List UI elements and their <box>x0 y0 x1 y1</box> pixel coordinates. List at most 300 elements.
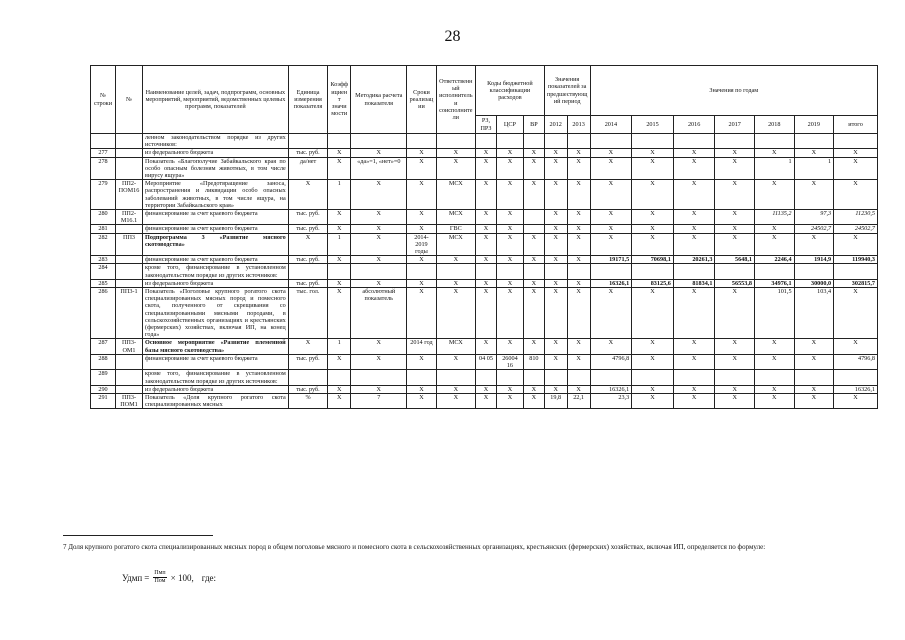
row-terms: X <box>407 279 436 287</box>
row-name: финансирование за счет краевого бюджета <box>143 354 289 369</box>
row-terms: X <box>407 180 436 210</box>
row-name: финансирование за счет краевого бюджета <box>143 256 289 264</box>
row-2013: X <box>567 180 590 210</box>
row-total: X <box>834 393 878 408</box>
row-2015 <box>632 264 674 279</box>
row-responsible: МСХ <box>436 180 476 210</box>
footnote: 7 Доля крупного рогатого скота специализированных мясных пород в общем поголовье мясного и помесного скота в сельскохозяйственных организациях, крестьянских (фермерских) хозяйствах, включая ИП, определяется по формуле: <box>63 543 766 551</box>
row-2019: X <box>794 149 834 157</box>
row-number <box>91 134 116 149</box>
row-2014: X <box>590 157 632 180</box>
row-coef: X <box>328 385 351 393</box>
row-rz: X <box>476 288 497 339</box>
row-2019: X <box>794 339 834 354</box>
row-csr: X <box>496 339 523 354</box>
row-rz: 04 05 <box>476 354 497 369</box>
row-2012 <box>544 264 567 279</box>
row-vr <box>523 225 544 233</box>
row-code: ПП3-1 <box>115 288 142 339</box>
row-2016: X <box>673 157 715 180</box>
row-responsible <box>436 370 476 385</box>
row-unit: тыс. руб. <box>288 225 328 233</box>
row-2018: X <box>754 149 794 157</box>
row-2012: X <box>544 157 567 180</box>
row-2014: 23,3 <box>590 393 632 408</box>
row-2013: X <box>567 210 590 225</box>
row-2012: X <box>544 339 567 354</box>
row-coef: X <box>328 225 351 233</box>
row-number: 285 <box>91 279 116 287</box>
footnote-divider <box>63 535 213 536</box>
row-2017: X <box>715 339 755 354</box>
row-coef <box>328 264 351 279</box>
row-method: X <box>351 180 407 210</box>
row-number: 288 <box>91 354 116 369</box>
row-2012: X <box>544 288 567 339</box>
header-csr: ЦСР <box>496 116 523 134</box>
row-csr: X <box>496 225 523 233</box>
row-2017 <box>715 134 755 149</box>
row-terms: 2014 год <box>407 339 436 354</box>
row-number: 290 <box>91 385 116 393</box>
row-vr: X <box>523 288 544 339</box>
row-2013: 22,1 <box>567 393 590 408</box>
row-method: X <box>351 149 407 157</box>
row-total: X <box>834 233 878 256</box>
row-method: абсолютный показатель <box>351 288 407 339</box>
row-2014: X <box>590 180 632 210</box>
row-2014: 16326,1 <box>590 279 632 287</box>
row-2017: 56553,8 <box>715 279 755 287</box>
row-2016 <box>673 134 715 149</box>
row-2014: X <box>590 225 632 233</box>
row-csr: X <box>496 149 523 157</box>
header-2012: 2012 <box>544 116 567 134</box>
row-method: X <box>351 233 407 256</box>
row-2017: X <box>715 225 755 233</box>
row-2018: 34976,1 <box>754 279 794 287</box>
row-code <box>115 225 142 233</box>
row-total <box>834 370 878 385</box>
row-method: X <box>351 225 407 233</box>
row-2016: 81834,1 <box>673 279 715 287</box>
row-terms: X <box>407 149 436 157</box>
row-terms: X <box>407 157 436 180</box>
row-2014 <box>590 370 632 385</box>
row-2012 <box>544 134 567 149</box>
row-csr: X <box>496 288 523 339</box>
row-terms: 2014-2019 годы <box>407 233 436 256</box>
row-responsible: X <box>436 279 476 287</box>
row-2016: X <box>673 225 715 233</box>
header-2015: 2015 <box>632 116 674 134</box>
row-number: 282 <box>91 233 116 256</box>
row-2015: X <box>632 385 674 393</box>
row-unit: тыс. руб. <box>288 279 328 287</box>
formula-fraction <box>153 570 166 585</box>
row-name: из федерального бюджета <box>143 279 289 287</box>
row-2018: X <box>754 233 794 256</box>
row-2016: X <box>673 149 715 157</box>
formula-eq: = <box>144 572 150 583</box>
row-vr: X <box>523 233 544 256</box>
row-number: 277 <box>91 149 116 157</box>
row-unit: тыс. руб. <box>288 149 328 157</box>
row-2018: 1 <box>754 157 794 180</box>
row-method: X <box>351 354 407 369</box>
row-total: X <box>834 180 878 210</box>
row-responsible: МСХ <box>436 210 476 225</box>
row-2018: 11135,2 <box>754 210 794 225</box>
row-2019: X <box>794 393 834 408</box>
row-csr: X <box>496 385 523 393</box>
header-2018: 2018 <box>754 116 794 134</box>
row-responsible: МСХ <box>436 233 476 256</box>
row-code <box>115 157 142 180</box>
row-unit <box>288 264 328 279</box>
row-number: 284 <box>91 264 116 279</box>
row-total: 4796,8 <box>834 354 878 369</box>
row-code: ПП3-ОМ1 <box>115 339 142 354</box>
row-csr: X <box>496 393 523 408</box>
row-2018: X <box>754 354 794 369</box>
row-csr: X <box>496 157 523 180</box>
row-csr: X <box>496 233 523 256</box>
row-2016 <box>673 370 715 385</box>
header-2016: 2016 <box>673 116 715 134</box>
formula <box>122 570 216 585</box>
row-number: 286 <box>91 288 116 339</box>
row-coef: X <box>328 288 351 339</box>
row-code: ПП3 <box>115 233 142 256</box>
row-2015: X <box>632 393 674 408</box>
row-2016: X <box>673 233 715 256</box>
row-method: X <box>351 256 407 264</box>
row-vr <box>523 134 544 149</box>
row-unit: X <box>288 180 328 210</box>
row-name: кроме того, финансирование в установленном законодательством порядке из других источников: <box>143 264 289 279</box>
row-rz: X <box>476 149 497 157</box>
table-row <box>91 233 878 256</box>
row-method: X <box>351 385 407 393</box>
row-2017: X <box>715 157 755 180</box>
row-2018: X <box>754 180 794 210</box>
header-coef: Коэффициент значимости <box>328 66 351 134</box>
row-code: ПП2-ПОМ16 <box>115 180 142 210</box>
row-vr: X <box>523 149 544 157</box>
row-2016: X <box>673 393 715 408</box>
table-row <box>91 225 878 233</box>
row-number: 287 <box>91 339 116 354</box>
row-unit: тыс. гол. <box>288 288 328 339</box>
row-2012: X <box>544 256 567 264</box>
row-responsible: X <box>436 385 476 393</box>
row-csr: X <box>496 180 523 210</box>
row-method: X <box>351 210 407 225</box>
row-unit: % <box>288 393 328 408</box>
row-number: 281 <box>91 225 116 233</box>
table-row <box>91 256 878 264</box>
row-2016: X <box>673 210 715 225</box>
row-2015: X <box>632 233 674 256</box>
header-method: Методика расчета показателя <box>351 66 407 134</box>
row-2017 <box>715 264 755 279</box>
row-2013: X <box>567 354 590 369</box>
row-total: 302815,7 <box>834 279 878 287</box>
header-no: № <box>115 66 142 134</box>
row-2013 <box>567 134 590 149</box>
row-rz: X <box>476 180 497 210</box>
row-2017: X <box>715 180 755 210</box>
row-csr: X <box>496 279 523 287</box>
row-csr <box>496 370 523 385</box>
row-terms: X <box>407 288 436 339</box>
row-2017: X <box>715 210 755 225</box>
row-vr: X <box>523 393 544 408</box>
row-2013: X <box>567 256 590 264</box>
row-total: 119940,3 <box>834 256 878 264</box>
row-2015: X <box>632 354 674 369</box>
row-responsible: X <box>436 256 476 264</box>
row-2014: X <box>590 233 632 256</box>
row-2015: X <box>632 149 674 157</box>
row-total: 16326,1 <box>834 385 878 393</box>
row-coef: X <box>328 393 351 408</box>
row-vr: X <box>523 157 544 180</box>
row-number: 289 <box>91 370 116 385</box>
row-total <box>834 264 878 279</box>
table-row <box>91 339 878 354</box>
header-prev-values: Значения показателей за предшествующий период <box>544 66 590 116</box>
row-code <box>115 256 142 264</box>
row-coef: X <box>328 354 351 369</box>
row-vr: X <box>523 256 544 264</box>
row-rz: X <box>476 339 497 354</box>
table-row <box>91 134 878 149</box>
row-2012: X <box>544 385 567 393</box>
row-vr: 810 <box>523 354 544 369</box>
row-total: X <box>834 149 878 157</box>
row-2019: 103,4 <box>794 288 834 339</box>
row-responsible: X <box>436 393 476 408</box>
row-2019: X <box>794 385 834 393</box>
row-coef: X <box>328 256 351 264</box>
row-responsible <box>436 264 476 279</box>
row-total: X <box>834 288 878 339</box>
page-number: 28 <box>444 28 461 45</box>
row-name: Подпрограмма 3 «Развитие мясного скотоводства» <box>143 233 289 256</box>
header-responsible: Ответственный исполнитель и соисполнители <box>436 66 476 134</box>
table-row <box>91 370 878 385</box>
formula-lhs: Удмп <box>122 572 143 583</box>
row-2019: X <box>794 180 834 210</box>
row-code <box>115 385 142 393</box>
header-name: Наименование целей, задач, подпрограмм, основных мероприятий, мероприятий, ведомственных целевых программ, показателей <box>143 66 289 134</box>
table-row <box>91 157 878 180</box>
row-rz <box>476 370 497 385</box>
row-unit: да/нет <box>288 157 328 180</box>
row-code <box>115 134 142 149</box>
row-rz: X <box>476 256 497 264</box>
row-2015: X <box>632 339 674 354</box>
row-number: 283 <box>91 256 116 264</box>
row-2014: X <box>590 288 632 339</box>
row-rz <box>476 264 497 279</box>
row-responsible: X <box>436 149 476 157</box>
row-2019 <box>794 264 834 279</box>
row-2019: 24502,7 <box>794 225 834 233</box>
table-row <box>91 264 878 279</box>
row-total: X <box>834 339 878 354</box>
row-method <box>351 370 407 385</box>
row-rz: X <box>476 157 497 180</box>
row-terms: X <box>407 225 436 233</box>
row-2015: 70698,1 <box>632 256 674 264</box>
formula-rest: × 100, <box>170 572 194 583</box>
row-terms <box>407 134 436 149</box>
row-2012: X <box>544 180 567 210</box>
row-terms: X <box>407 354 436 369</box>
row-2018 <box>754 264 794 279</box>
row-rz: X <box>476 393 497 408</box>
row-2019: 1914,9 <box>794 256 834 264</box>
row-vr <box>523 370 544 385</box>
table-row <box>91 149 878 157</box>
row-coef: X <box>328 210 351 225</box>
row-method <box>351 264 407 279</box>
header-2017: 2017 <box>715 116 755 134</box>
table-row <box>91 288 878 339</box>
row-2018 <box>754 370 794 385</box>
row-responsible: X <box>436 288 476 339</box>
row-2013: X <box>567 149 590 157</box>
formula-where: где: <box>201 572 217 583</box>
row-2013: X <box>567 225 590 233</box>
row-2012 <box>544 370 567 385</box>
row-unit: тыс. руб. <box>288 256 328 264</box>
row-responsible: X <box>436 354 476 369</box>
row-unit: тыс. руб. <box>288 385 328 393</box>
row-method: X <box>351 279 407 287</box>
row-2017 <box>715 370 755 385</box>
row-coef: 1 <box>328 180 351 210</box>
header-2019: 2019 <box>794 116 834 134</box>
row-2013: X <box>567 288 590 339</box>
row-name: Показатель «Доля крупного рогатого скота специализированных мясных <box>143 393 289 408</box>
row-vr: X <box>523 279 544 287</box>
row-vr: X <box>523 339 544 354</box>
header-2014: 2014 <box>590 116 632 134</box>
row-total: 24502,7 <box>834 225 878 233</box>
row-2012: X <box>544 149 567 157</box>
row-2017: X <box>715 233 755 256</box>
row-2019 <box>794 134 834 149</box>
row-code: ПП2-М16.1 <box>115 210 142 225</box>
row-name: ленном законодательством порядке из других источников: <box>143 134 289 149</box>
row-2019: X <box>794 233 834 256</box>
table-body <box>91 134 878 409</box>
row-2014: 19171,5 <box>590 256 632 264</box>
table-row <box>91 279 878 287</box>
header-total: итого <box>834 116 878 134</box>
row-2019: 1 <box>794 157 834 180</box>
row-2015: X <box>632 180 674 210</box>
row-2015: 83125,6 <box>632 279 674 287</box>
row-terms <box>407 264 436 279</box>
row-terms <box>407 370 436 385</box>
row-csr: 26004 16 <box>496 354 523 369</box>
row-2016: X <box>673 339 715 354</box>
row-total: X <box>834 157 878 180</box>
row-responsible: МСХ <box>436 339 476 354</box>
row-name: из федерального бюджета <box>143 149 289 157</box>
row-2012: X <box>544 279 567 287</box>
row-csr: X <box>496 210 523 225</box>
row-total <box>834 134 878 149</box>
row-2015: X <box>632 157 674 180</box>
row-vr: X <box>523 180 544 210</box>
row-terms: X <box>407 256 436 264</box>
row-2017: X <box>715 385 755 393</box>
row-code <box>115 149 142 157</box>
table-row <box>91 210 878 225</box>
row-2016: X <box>673 385 715 393</box>
row-coef: X <box>328 157 351 180</box>
header-unit: Единица измерения показателя <box>288 66 328 134</box>
row-rz: X <box>476 225 497 233</box>
row-number: 280 <box>91 210 116 225</box>
row-responsible: X <box>436 157 476 180</box>
row-2017: X <box>715 393 755 408</box>
row-code <box>115 279 142 287</box>
row-2013: X <box>567 279 590 287</box>
row-2013 <box>567 370 590 385</box>
row-2018: 2246,4 <box>754 256 794 264</box>
row-rz: X <box>476 233 497 256</box>
row-code <box>115 354 142 369</box>
row-2014: X <box>590 210 632 225</box>
row-2018 <box>754 134 794 149</box>
table-row <box>91 393 878 408</box>
row-unit <box>288 370 328 385</box>
row-2012: X <box>544 233 567 256</box>
row-name: Показатель «Благополучие Забайкальского края по особо опасным болезням животных, в том числе вирусу ящура» <box>143 157 289 180</box>
row-2017: X <box>715 288 755 339</box>
row-csr: X <box>496 256 523 264</box>
row-responsible: ГВС <box>436 225 476 233</box>
header-year-values: Значения по годам <box>590 66 877 116</box>
row-2019 <box>794 370 834 385</box>
row-2014 <box>590 134 632 149</box>
row-coef <box>328 370 351 385</box>
row-method: «да»=1, «нет»=0 <box>351 157 407 180</box>
row-2019: 97,3 <box>794 210 834 225</box>
row-rz: X <box>476 279 497 287</box>
row-name: финансирование за счет краевого бюджета <box>143 225 289 233</box>
formula-denominator: Пом <box>154 578 166 584</box>
row-2018: X <box>754 225 794 233</box>
row-name: финансирование за счет краевого бюджета <box>143 210 289 225</box>
row-coef: X <box>328 279 351 287</box>
row-code <box>115 264 142 279</box>
row-2016: 20261,3 <box>673 256 715 264</box>
row-code: ПП3-ПОМ1 <box>115 393 142 408</box>
row-2018: 101,5 <box>754 288 794 339</box>
row-2012: X <box>544 210 567 225</box>
row-unit: тыс. руб. <box>288 354 328 369</box>
row-2013 <box>567 264 590 279</box>
row-2017: 5648,1 <box>715 256 755 264</box>
